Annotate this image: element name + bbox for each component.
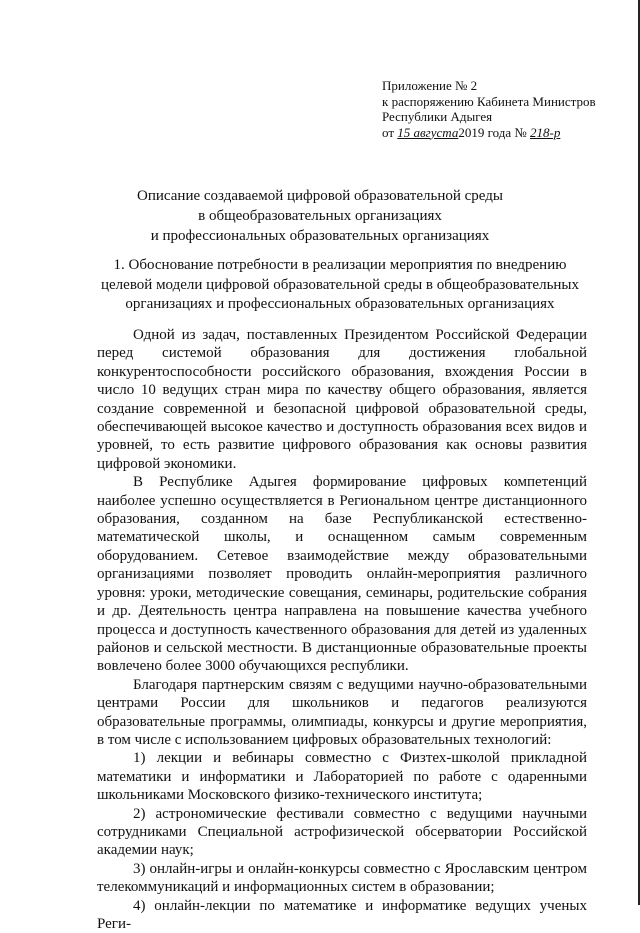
appendix-republic: Республики Адыгея: [382, 109, 493, 124]
section-heading-line: целевой модели цифровой образовательной среды в общеобразовательных: [100, 276, 580, 293]
title-line: в общеобразовательных организациях: [198, 208, 442, 224]
title-line: и профессиональных образовательных организациях: [150, 228, 490, 244]
date-day: 15 августа: [397, 124, 459, 140]
list-item: 1) лекции и вебинары совместно с Физтех-школой прикладной математики и информатики и Лабораторией по работе с одаренными школьниками Московского физико-технического института;: [97, 750, 587, 804]
appendix-number: Приложение № 2: [382, 78, 478, 93]
paragraph: В Республике Адыгея формирование цифровых компетенций наиболее успешно осуществляется в Региональном центре дистанционного образования, созданном на базе Республиканской естественно-математической школы, и оснащенном самым современным оборудованием. Сетевое взаимодействие между образовательными организациями позволяет проводить онлайн-мероприятия различного уровня: уроки, методические совещания, семинары, родительские собрания и др. Деятельность центра направлена на повышение качества учебного процесса и доступность качественного образования для детей из удаленных районов и сельской местности. В дистанционные образовательные проекты вовлечено более 3000 обучающихся республики.: [97, 474, 587, 675]
list-item: 4) онлайн-лекции по математике и информатике ведущих ученых Реги-: [97, 897, 587, 932]
appendix-header: [382, 78, 596, 140]
paragraph: Одной из задач, поставленных Президентом Российской Федерации перед системой образования для достижения глобальной конкурентоспособности российского образования, вхождения России в число 10 ведущих стран мира по качеству общего образования, является создание современной и безопасной цифровой образовательной среды, обеспечивающей высокое качество и доступность образования всех видов и уровней, то есть развитие цифрового образования как основы развития цифровой экономики.: [97, 327, 587, 472]
order-number: 218-р: [530, 124, 561, 140]
appendix-order-ref: к распоряжению Кабинета Министров: [382, 93, 596, 109]
date-prefix: от: [382, 124, 398, 140]
title-line: Описание создаваемой цифровой образовательной среды: [137, 188, 503, 204]
appendix-date-line: [382, 125, 596, 141]
list-item: 2) астрономические фестивали совместно с ведущими научными сотрудниками Специальной астрофизической обсерватории Российской академии наук;: [97, 805, 587, 859]
document-title: [60, 186, 580, 246]
paragraph: Благодаря партнерским связям с ведущими научно-образовательными центрами России для школьников и педагогов реализуются образовательные программы, олимпиады, конкурсы и другие мероприятия, в том числе с использованием цифровых образовательных технологий:: [97, 676, 587, 748]
section-heading-line: организациях и профессиональных образовательных организациях: [125, 296, 555, 312]
list-item: 3) онлайн-игры и онлайн-конкурсы совместно с Ярославским центром телекоммуникаций и информационных систем в образовании;: [97, 860, 587, 896]
body-text: [97, 326, 587, 933]
section-heading: [60, 256, 620, 315]
section-heading-line: 1. Обоснование потребности в реализации мероприятия по внедрению: [113, 257, 567, 273]
date-year: 2019 года №: [458, 124, 530, 140]
